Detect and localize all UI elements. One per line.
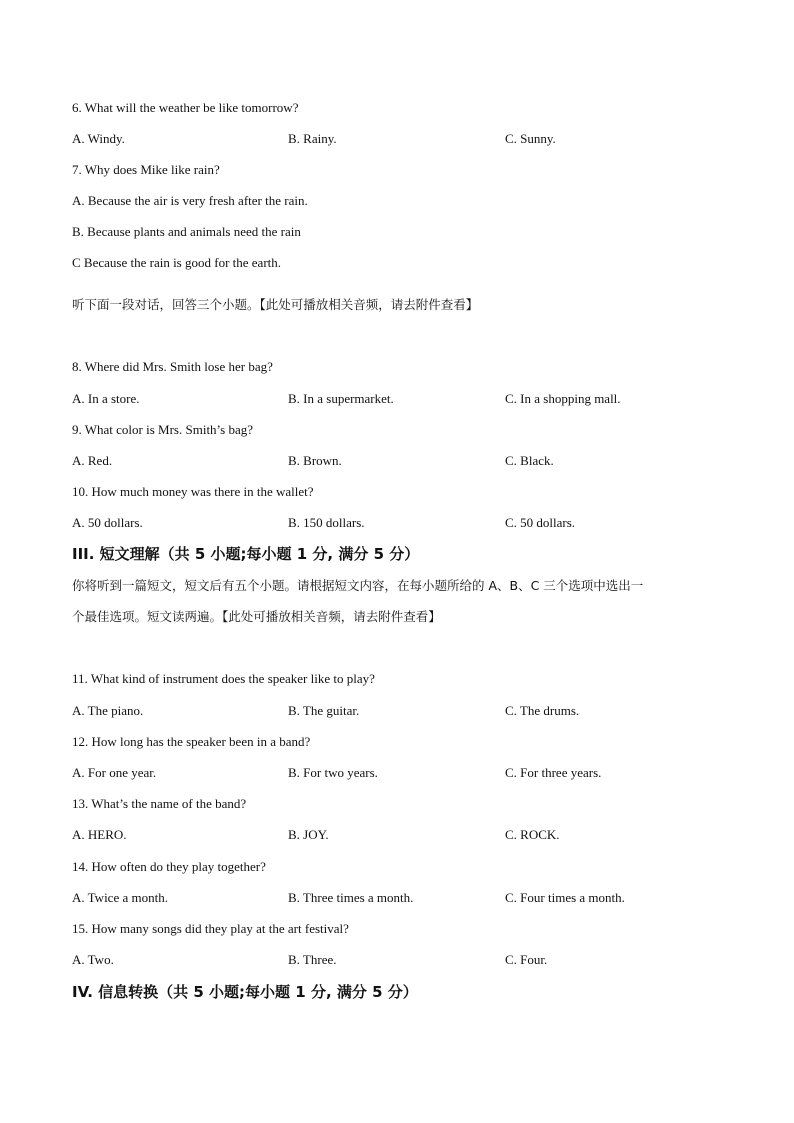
option-a: A. 50 dollars. — [72, 515, 143, 530]
question-7-stem: 7. Why does Mike like rain? — [72, 162, 220, 177]
question-10-stem: 10. How much money was there in the wallet? — [72, 484, 314, 499]
option-c: C. Black. — [505, 453, 554, 468]
option-a: A. Windy. — [72, 131, 125, 146]
section-4-heading: IV. 信息转换（共 5 小题;每小题 1 分, 满分 5 分） — [72, 983, 418, 1001]
question-12-stem: 12. How long has the speaker been in a band? — [72, 734, 311, 749]
question-6-options — [72, 131, 732, 147]
question-10-options — [72, 515, 732, 531]
question-11-stem: 11. What kind of instrument does the speaker like to play? — [72, 671, 375, 686]
question-15-options — [72, 952, 732, 968]
option-c: C. For three years. — [505, 765, 602, 780]
option-a: A. In a store. — [72, 391, 140, 406]
option-b: B. Three times a month. — [288, 890, 414, 905]
dialog-instruction: 听下面一段对话，回答三个小题。【此处可播放相关音频，请去附件查看】 — [72, 297, 479, 312]
question-8-options — [72, 391, 732, 407]
section-3-instruction-line-2: 个最佳选项。短文读两遍。【此处可播放相关音频，请去附件查看】 — [72, 609, 441, 624]
option-a: A. The piano. — [72, 703, 144, 718]
option-c: C Because the rain is good for the earth. — [72, 255, 282, 270]
option-b: B. Because plants and animals need the rain — [72, 224, 301, 239]
option-c: C. Four times a month. — [505, 890, 625, 905]
option-b: B. JOY. — [288, 827, 329, 842]
option-b: B. For two years. — [288, 765, 378, 780]
option-c: C. ROCK. — [505, 827, 560, 842]
option-b: B. Brown. — [288, 453, 342, 468]
option-a: A. For one year. — [72, 765, 157, 780]
option-b: B. 150 dollars. — [288, 515, 365, 530]
question-12-options — [72, 765, 732, 781]
question-13-options — [72, 827, 732, 843]
option-b: B. The guitar. — [288, 703, 360, 718]
option-c: C. Four. — [505, 952, 548, 967]
question-13-stem: 13. What’s the name of the band? — [72, 796, 247, 811]
section-3-instruction-line-1: 你将听到一篇短文，短文后有五个小题。请根据短文内容，在每小题所给的 A、B、C 三个选项中选出一 — [72, 578, 644, 593]
question-11-options — [72, 703, 732, 719]
question-15-stem: 15. How many songs did they play at the art festival? — [72, 921, 349, 936]
section-3-heading: III. 短文理解（共 5 小题;每小题 1 分, 满分 5 分） — [72, 545, 420, 563]
option-c: C. 50 dollars. — [505, 515, 576, 530]
option-a: A. Because the air is very fresh after the rain. — [72, 193, 308, 208]
option-b: B. In a supermarket. — [288, 391, 394, 406]
question-6-stem: 6. What will the weather be like tomorrow? — [72, 100, 299, 115]
question-14-stem: 14. How often do they play together? — [72, 859, 266, 874]
option-a: A. Two. — [72, 952, 114, 967]
option-a: A. Red. — [72, 453, 113, 468]
question-9-stem: 9. What color is Mrs. Smith’s bag? — [72, 422, 254, 437]
question-14-options — [72, 890, 732, 906]
question-8-stem: 8. Where did Mrs. Smith lose her bag? — [72, 359, 273, 374]
option-c: C. Sunny. — [505, 131, 556, 146]
option-c: C. The drums. — [505, 703, 580, 718]
option-c: C. In a shopping mall. — [505, 391, 621, 406]
option-b: B. Three. — [288, 952, 337, 967]
option-a: A. HERO. — [72, 827, 127, 842]
question-9-options — [72, 453, 732, 469]
option-b: B. Rainy. — [288, 131, 337, 146]
option-a: A. Twice a month. — [72, 890, 168, 905]
